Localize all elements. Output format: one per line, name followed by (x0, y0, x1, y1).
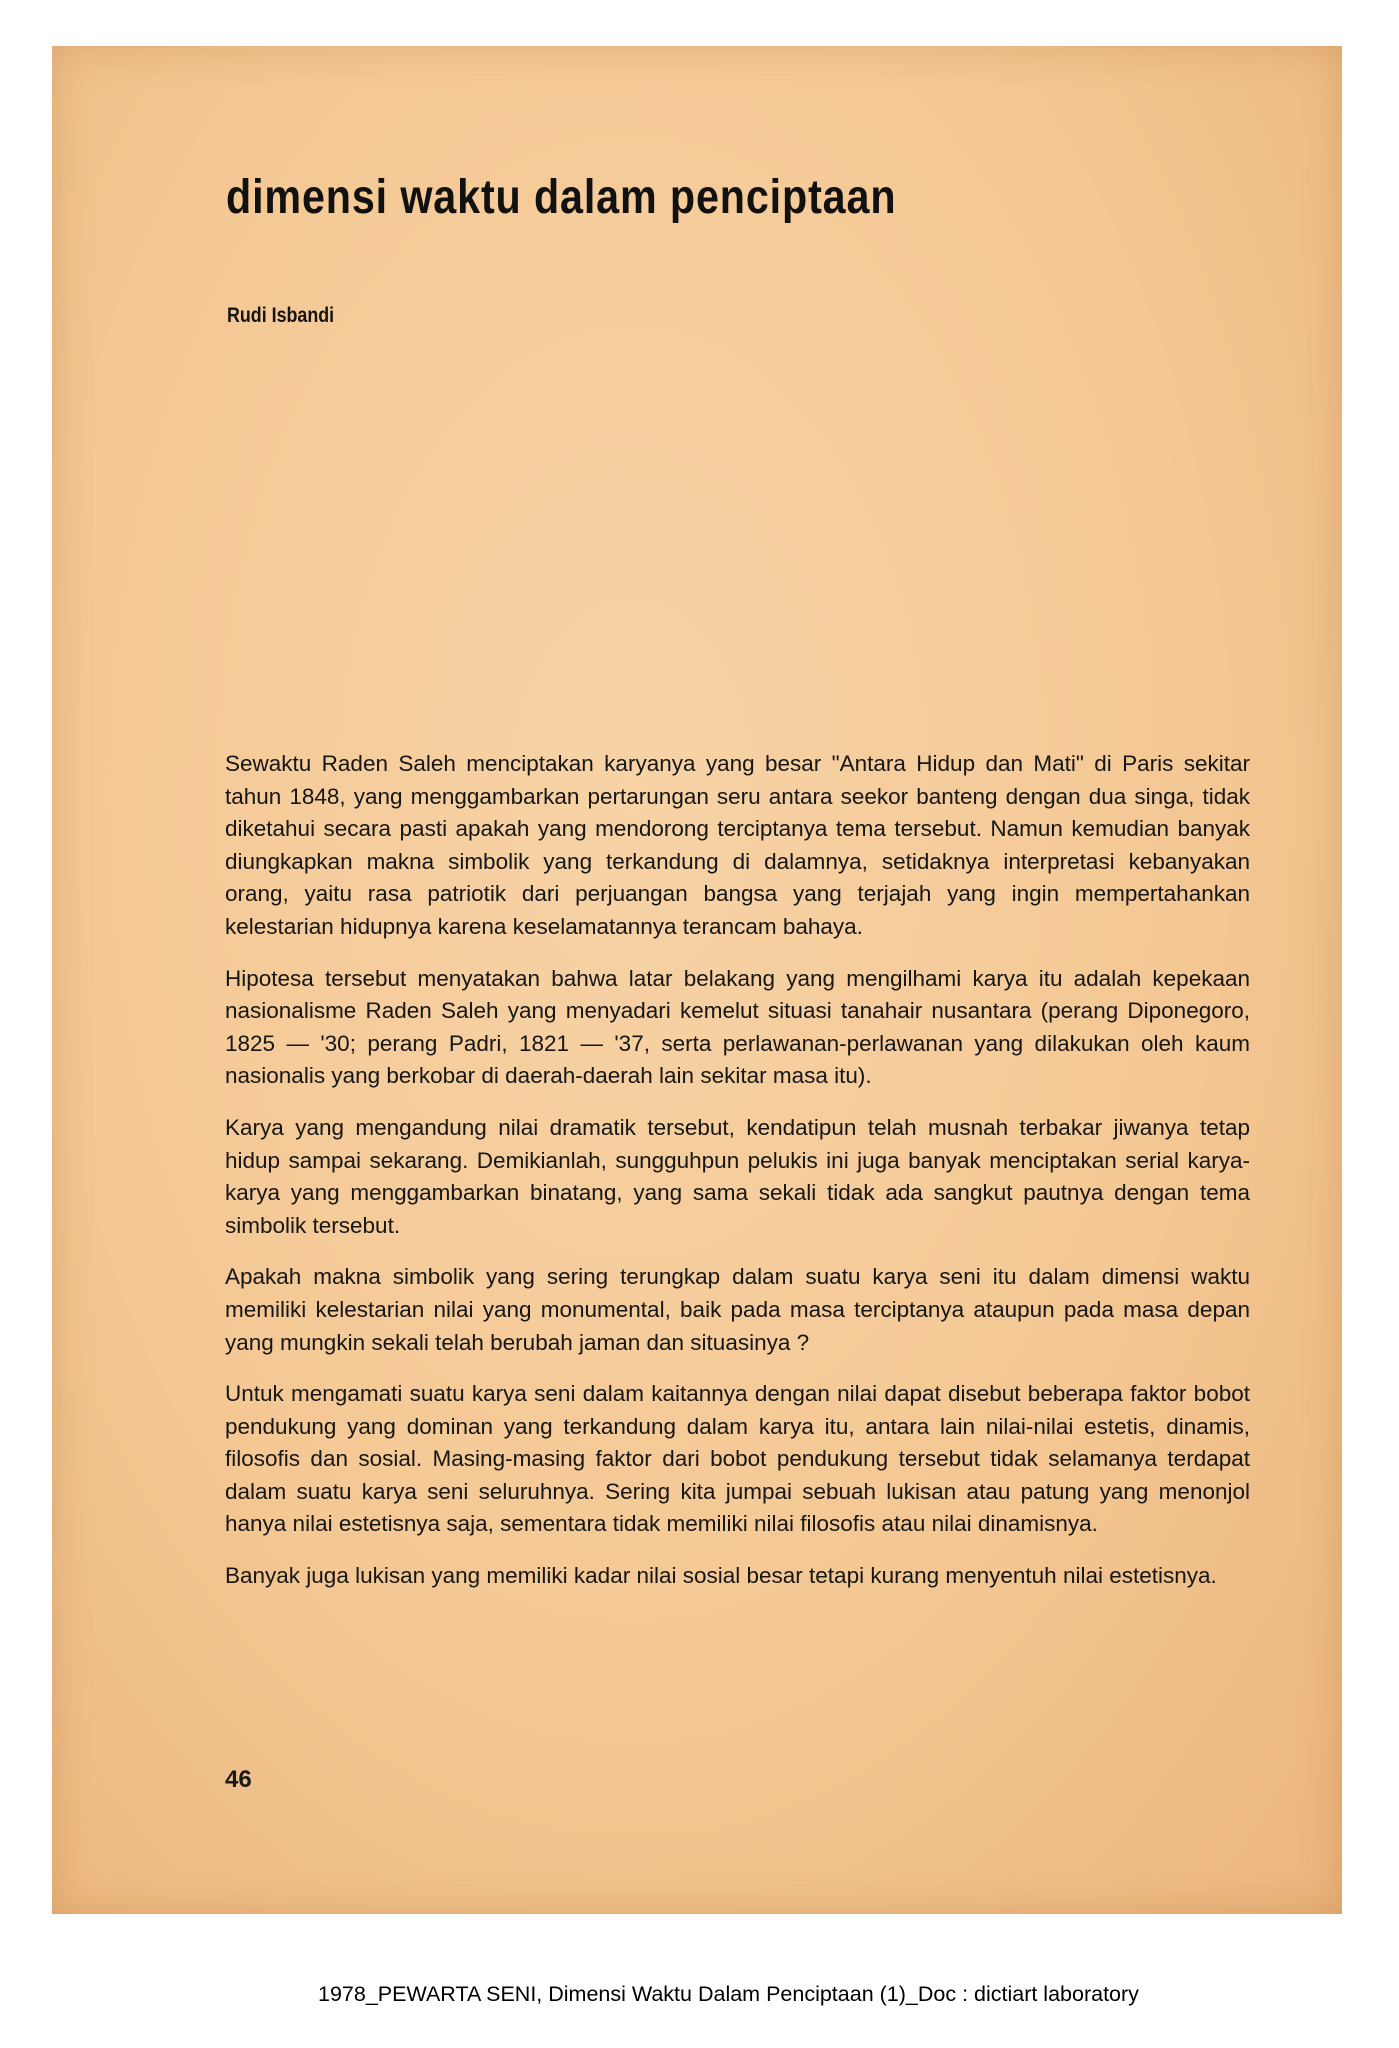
paragraph-2: Hipotesa tersebut menyatakan bahwa latar belakang yang mengilhami karya itu adalah kepekaan nasionalisme Raden Saleh yang menyadari kemelut situasi tanahair nusantara (perang Diponegoro, 1825 — '30; perang Padri, 1821 — '37, serta perlawanan-perlawanan yang dilakukan oleh kaum nasionalis yang berkobar di daerah-daerah lain sekitar masa itu). (225, 965, 1250, 1089)
article-body (225, 748, 1250, 1612)
paragraph-3: Karya yang mengandung nilai dramatik tersebut, kendatipun telah musnah terbakar jiwanya tetap hidup sampai sekarang. Demikianlah, sungguhpun pelukis ini juga banyak menciptakan serial karya-karya yang menggambarkan binatang, yang sama sekali tidak ada sangkut pautnya dengan tema simbolik tersebut. (225, 1114, 1250, 1238)
article-author: Rudi Isbandi (227, 304, 335, 327)
paragraph-5: Untuk mengamati suatu karya seni dalam kaitannya dengan nilai dapat disebut beberapa faktor bobot pendukung yang dominan yang terkandung dalam karya itu, antara lain nilai-nilai estetis, dinamis, filosofis dan sosial. Masing-masing faktor dari bobot pendukung tersebut tidak selamanya terdapat dalam suatu karya seni seluruhnya. Sering kita jumpai sebuah lukisan atau patung yang menonjol hanya nilai estetisnya saja, sementara tidak memiliki nilai filosofis atau nilai dinamisnya. (225, 1381, 1250, 1537)
page-number: 46 (225, 1766, 252, 1793)
article-title: dimensi waktu dalam penciptaan (226, 171, 897, 224)
document-caption: 1978_PEWARTA SENI, Dimensi Waktu Dalam Penciptaan (1)_Doc : dictiart laboratory (318, 1982, 1139, 2006)
paragraph-4: Apakah makna simbolik yang sering terungkap dalam suatu karya seni itu dalam dimensi waktu memiliki kelestarian nilai yang monumental, baik pada masa terciptanya ataupun pada masa depan yang mungkin sekali telah berubah jaman dan situasinya ? (225, 1264, 1250, 1355)
paragraph-1: Sewaktu Raden Saleh menciptakan karyanya yang besar "Antara Hidup dan Mati" di Paris sekitar tahun 1848, yang menggambarkan pertarungan seru antara seekor banteng dengan dua singa, tidak diketahui secara pasti apakah yang mendorong terciptanya tema tersebut. Namun kemudian banyak diungkapkan makna simbolik yang terkandung di dalamnya, setidaknya interpretasi kebanyakan orang, yaitu rasa patriotik dari perjuangan bangsa yang terjajah yang ingin mempertahankan kelestarian hidupnya karena keselamatannya terancam bahaya. (225, 751, 1250, 939)
paragraph-6: Banyak juga lukisan yang memiliki kadar nilai sosial besar tetapi kurang menyentuh nilai estetisnya. (225, 1563, 1217, 1589)
